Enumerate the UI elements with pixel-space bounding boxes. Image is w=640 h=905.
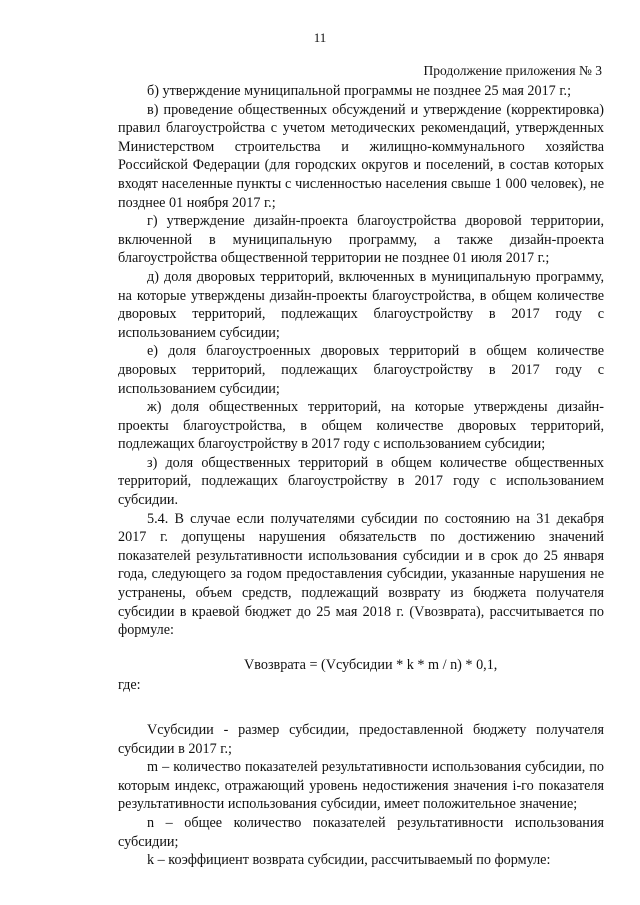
paragraph-5-4: 5.4. В случае если получателями субсидии по состоянию на 31 декабря 2017 г. допущены нарушения обязательств по достижению значений показателей результативности использования субсидии и в срок до 25 января года, следующего за годом предоставления субсидии, указанные нарушения не устранены, объем средств, подлежащий возврату из бюджета получателя субсидии в краевой бюджет до 25 мая 2018 г. (Vвозврата), рассчитывается по формуле: [118,510,604,639]
definition-v-subsidy: Vсубсидии - размер субсидии, предоставленной бюджету получателя субсидии в 2017 г.; [118,722,604,757]
document-body [118,82,604,870]
definition-m: m – количество показателей результативности использования субсидии, по которым индекс, отражающий уровень недостижения значения i-го показателя результативности использования субсидии, имеет положительное значение; [118,759,604,813]
paragraph-e: е) доля благоустроенных дворовых территорий в общем количестве дворовых территорий, подлежащих благоустройству в 2017 году с использованием субсидии; [118,343,604,397]
definition-n: n – общее количество показателей результативности использования субсидии; [118,814,604,850]
page-number: 11 [313,30,327,45]
paragraph-g: г) утверждение дизайн-проекта благоустройства дворовой территории, включенной в муниципальную программу, а также дизайн-проекта благоустройства общественной территории не позднее 01 июля 2017 г.; [118,213,604,267]
continuation-header: Продолжение приложения № 3 [423,63,602,78]
paragraph-v: в) проведение общественных обсуждений и утверждение (корректировка) правил благоустройства с учетом методических рекомендаций, утвержденных Министерством строительства и жилищно-коммунального хозяйства Российской Федерации (для городских округов и поселений, в состав которых входят населенные пункты с численностью населения свыше 1 000 человек), не позднее 01 ноября 2017 г.; [118,101,604,211]
definition-k: k – коэффициент возврата субсидии, рассчитываемый по формуле: [147,852,551,869]
where-label: где: [118,677,141,694]
paragraph-b: б) утверждение муниципальной программы не позднее 25 мая 2017 г.; [147,83,572,99]
paragraph-zh: ж) доля общественных территорий, на которые утверждены дизайн-проекты благоустройства, в общем количестве дворовых территорий, подлежащих благоустройству в 2017 году с использованием субсидии; [118,399,604,453]
paragraph-z: з) доля общественных территорий в общем количестве общественных территорий, подлежащих благоустройству в 2017 году с использованием субсидии. [118,454,604,509]
formula: Vвозврата = (Vсубсидии * k * m / n) * 0,1, [244,656,498,673]
paragraph-d: д) доля дворовых территорий, включенных в муниципальную программу, на которые утверждены дизайн-проекты благоустройства, в общем количестве дворовых территорий, подлежащих благоустройству в 2017 году с использованием субсидии; [118,268,604,341]
